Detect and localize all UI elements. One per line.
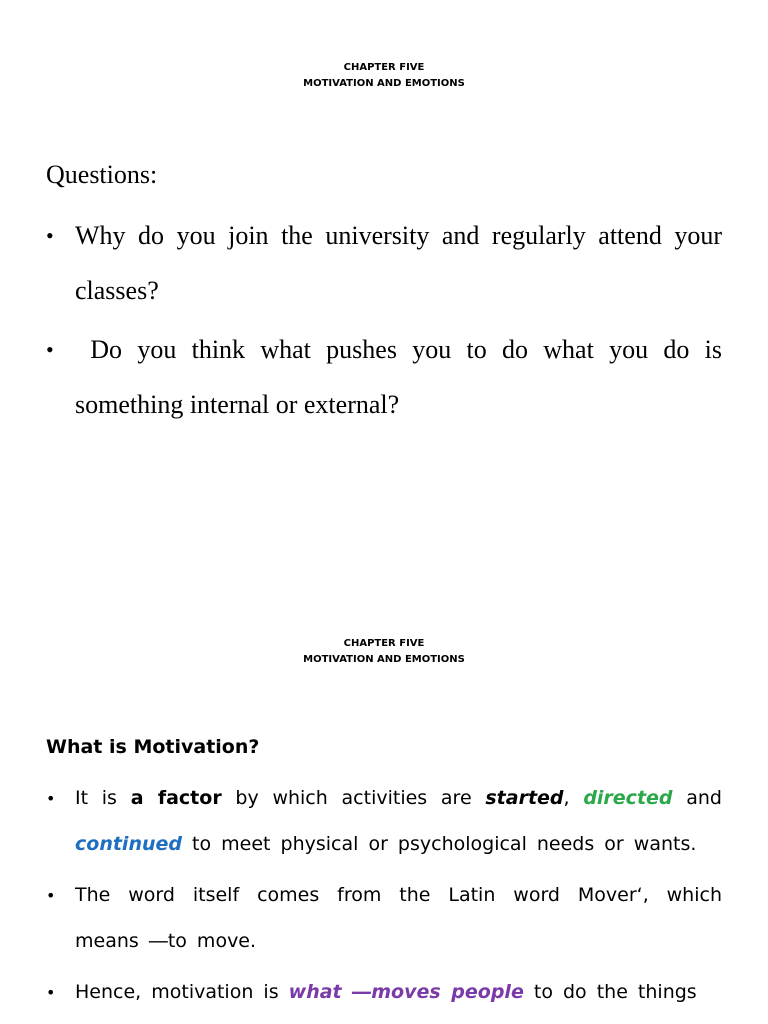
text: and <box>672 787 722 809</box>
text: by which activities are <box>221 787 486 809</box>
chapter-number: CHAPTER FIVE <box>343 638 425 649</box>
chapter-heading <box>0 636 768 667</box>
text: The word itself comes from the Latin word Mover‘, which means ―to move. <box>75 884 722 952</box>
slide-motivation <box>0 576 768 1024</box>
list-item <box>46 208 722 318</box>
emphasis-moves-people: what ―moves people <box>288 981 524 1003</box>
definition-list <box>46 776 722 1022</box>
bullet-icon: • <box>46 223 54 248</box>
text: to do the things <box>523 981 697 1003</box>
list-item <box>46 322 729 432</box>
text: It is <box>75 787 131 809</box>
emphasis-directed: directed <box>583 787 673 809</box>
chapter-title: MOTIVATION AND EMOTIONS <box>303 653 465 665</box>
bullet-icon: • <box>46 789 56 808</box>
list-item <box>46 873 722 964</box>
emphasis-continued: continued <box>75 832 182 855</box>
bullet-icon: • <box>46 886 56 905</box>
bullet-icon: • <box>46 337 54 362</box>
list-item <box>46 970 722 1016</box>
emphasis-factor: a factor <box>130 787 222 809</box>
question-text: Why do you join the university and regularly attend your classes? <box>75 221 722 305</box>
text: , <box>563 787 584 809</box>
text: to meet physical or psychological needs or wants. <box>181 832 697 855</box>
text: Hence, motivation is <box>75 981 289 1003</box>
emphasis-started: started <box>485 787 564 809</box>
bullet-icon: • <box>46 983 56 1002</box>
question-text: Do you think what pushes you to do what you do is something internal or external? <box>75 335 729 419</box>
questions-list <box>46 208 729 436</box>
chapter-heading <box>0 60 768 91</box>
chapter-title: MOTIVATION AND EMOTIONS <box>303 77 465 89</box>
list-item <box>46 776 722 867</box>
chapter-number: CHAPTER FIVE <box>343 62 425 73</box>
questions-heading: Questions: <box>46 160 158 189</box>
motivation-heading: What is Motivation? <box>46 736 260 758</box>
